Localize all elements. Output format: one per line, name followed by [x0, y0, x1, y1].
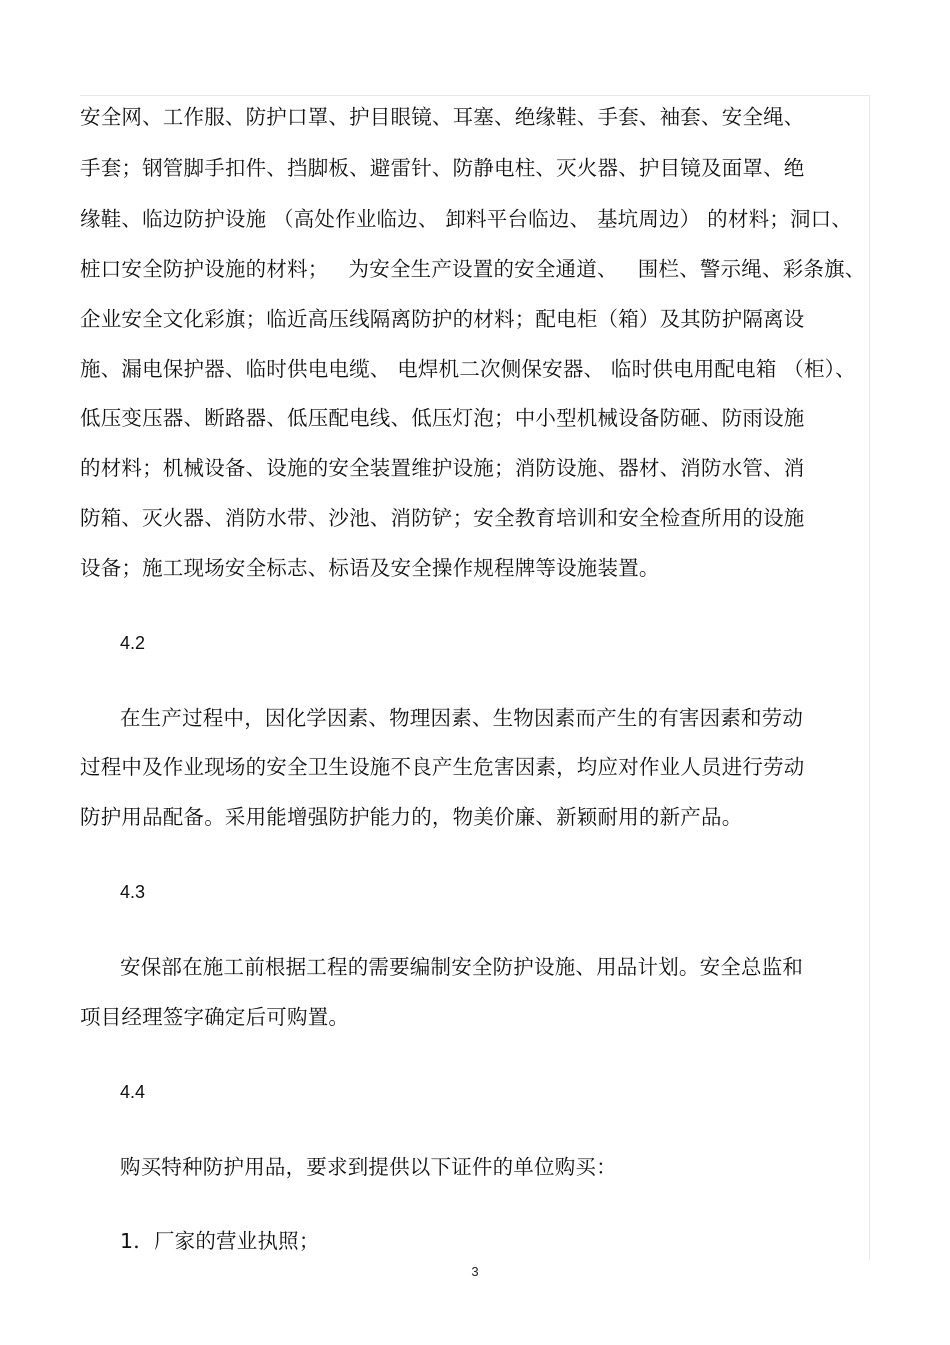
section-4-2-line-1: 在生产过程中，因化学因素、物理因素、生物因素而产生的有害因素和劳动 — [120, 706, 804, 730]
section-number-4-3: 4.3 — [120, 882, 146, 902]
para1-line-9: 防箱、灭火器、消防水带、沙池、消防铲；安全教育培训和安全检查所用的设施 — [80, 506, 805, 530]
section-4-2-line-3: 防护用品配备。采用能增强防护能力的，物美价廉、新颖耐用的新产品。 — [80, 805, 743, 829]
section-4-4-item-1: 1．厂家的营业执照； — [120, 1229, 320, 1253]
para1-line-8: 的材料；机械设备、设施的安全装置维护设施；消防设施、器材、消防水管、消 — [80, 456, 805, 480]
section-4-2-line-2: 过程中及作业现场的安全卫生设施不良产生危害因素，均应对作业人员进行劳动 — [80, 755, 805, 779]
para1-line-10: 设备；施工现场安全标志、标语及安全操作规程牌等设施装置。 — [80, 556, 660, 580]
para1-line-3: 缘鞋、临边防护设施 （高处作业临边、 卸料平台临边、 基坑周边） 的材料；洞口、 — [80, 207, 853, 231]
para1-line-5: 企业安全文化彩旗；临近高压线隔离防护的材料；配电柜（箱）及其防护隔离设 — [80, 307, 805, 331]
page-border-top — [80, 95, 870, 96]
page-border-right — [869, 95, 870, 1260]
section-4-3-line-1: 安保部在施工前根据工程的需要编制安全防护设施、用品计划。安全总监和 — [120, 955, 804, 979]
section-4-3-line-2: 项目经理签字确定后可购置。 — [80, 1005, 350, 1029]
section-number-4-2: 4.2 — [120, 633, 146, 653]
page-number: 3 — [471, 1264, 479, 1279]
para1-line-7: 低压变压器、断路器、低压配电线、低压灯泡；中小型机械设备防砸、防雨设施 — [80, 406, 805, 430]
para1-line-4: 桩口安全防护设施的材料； 为安全生产设置的安全通道、 围栏、警示绳、彩条旗、 — [80, 257, 866, 281]
para1-line-1: 安全网、工作服、防护口罩、护目眼镜、耳塞、绝缘鞋、手套、袖套、安全绳、 — [80, 105, 805, 129]
para1-line-6: 施、漏电保护器、临时供电电缆、 电焊机二次侧保安器、 临时供电用配电箱 （柜）、 — [80, 357, 856, 381]
para1-line-2: 手套；钢管脚手扣件、挡脚板、避雷针、防静电柱、灭火器、护目镜及面罩、绝 — [80, 156, 805, 180]
section-number-4-4: 4.4 — [120, 1082, 146, 1102]
section-4-4-intro: 购买特种防护用品，要求到提供以下证件的单位购买： — [120, 1155, 617, 1179]
